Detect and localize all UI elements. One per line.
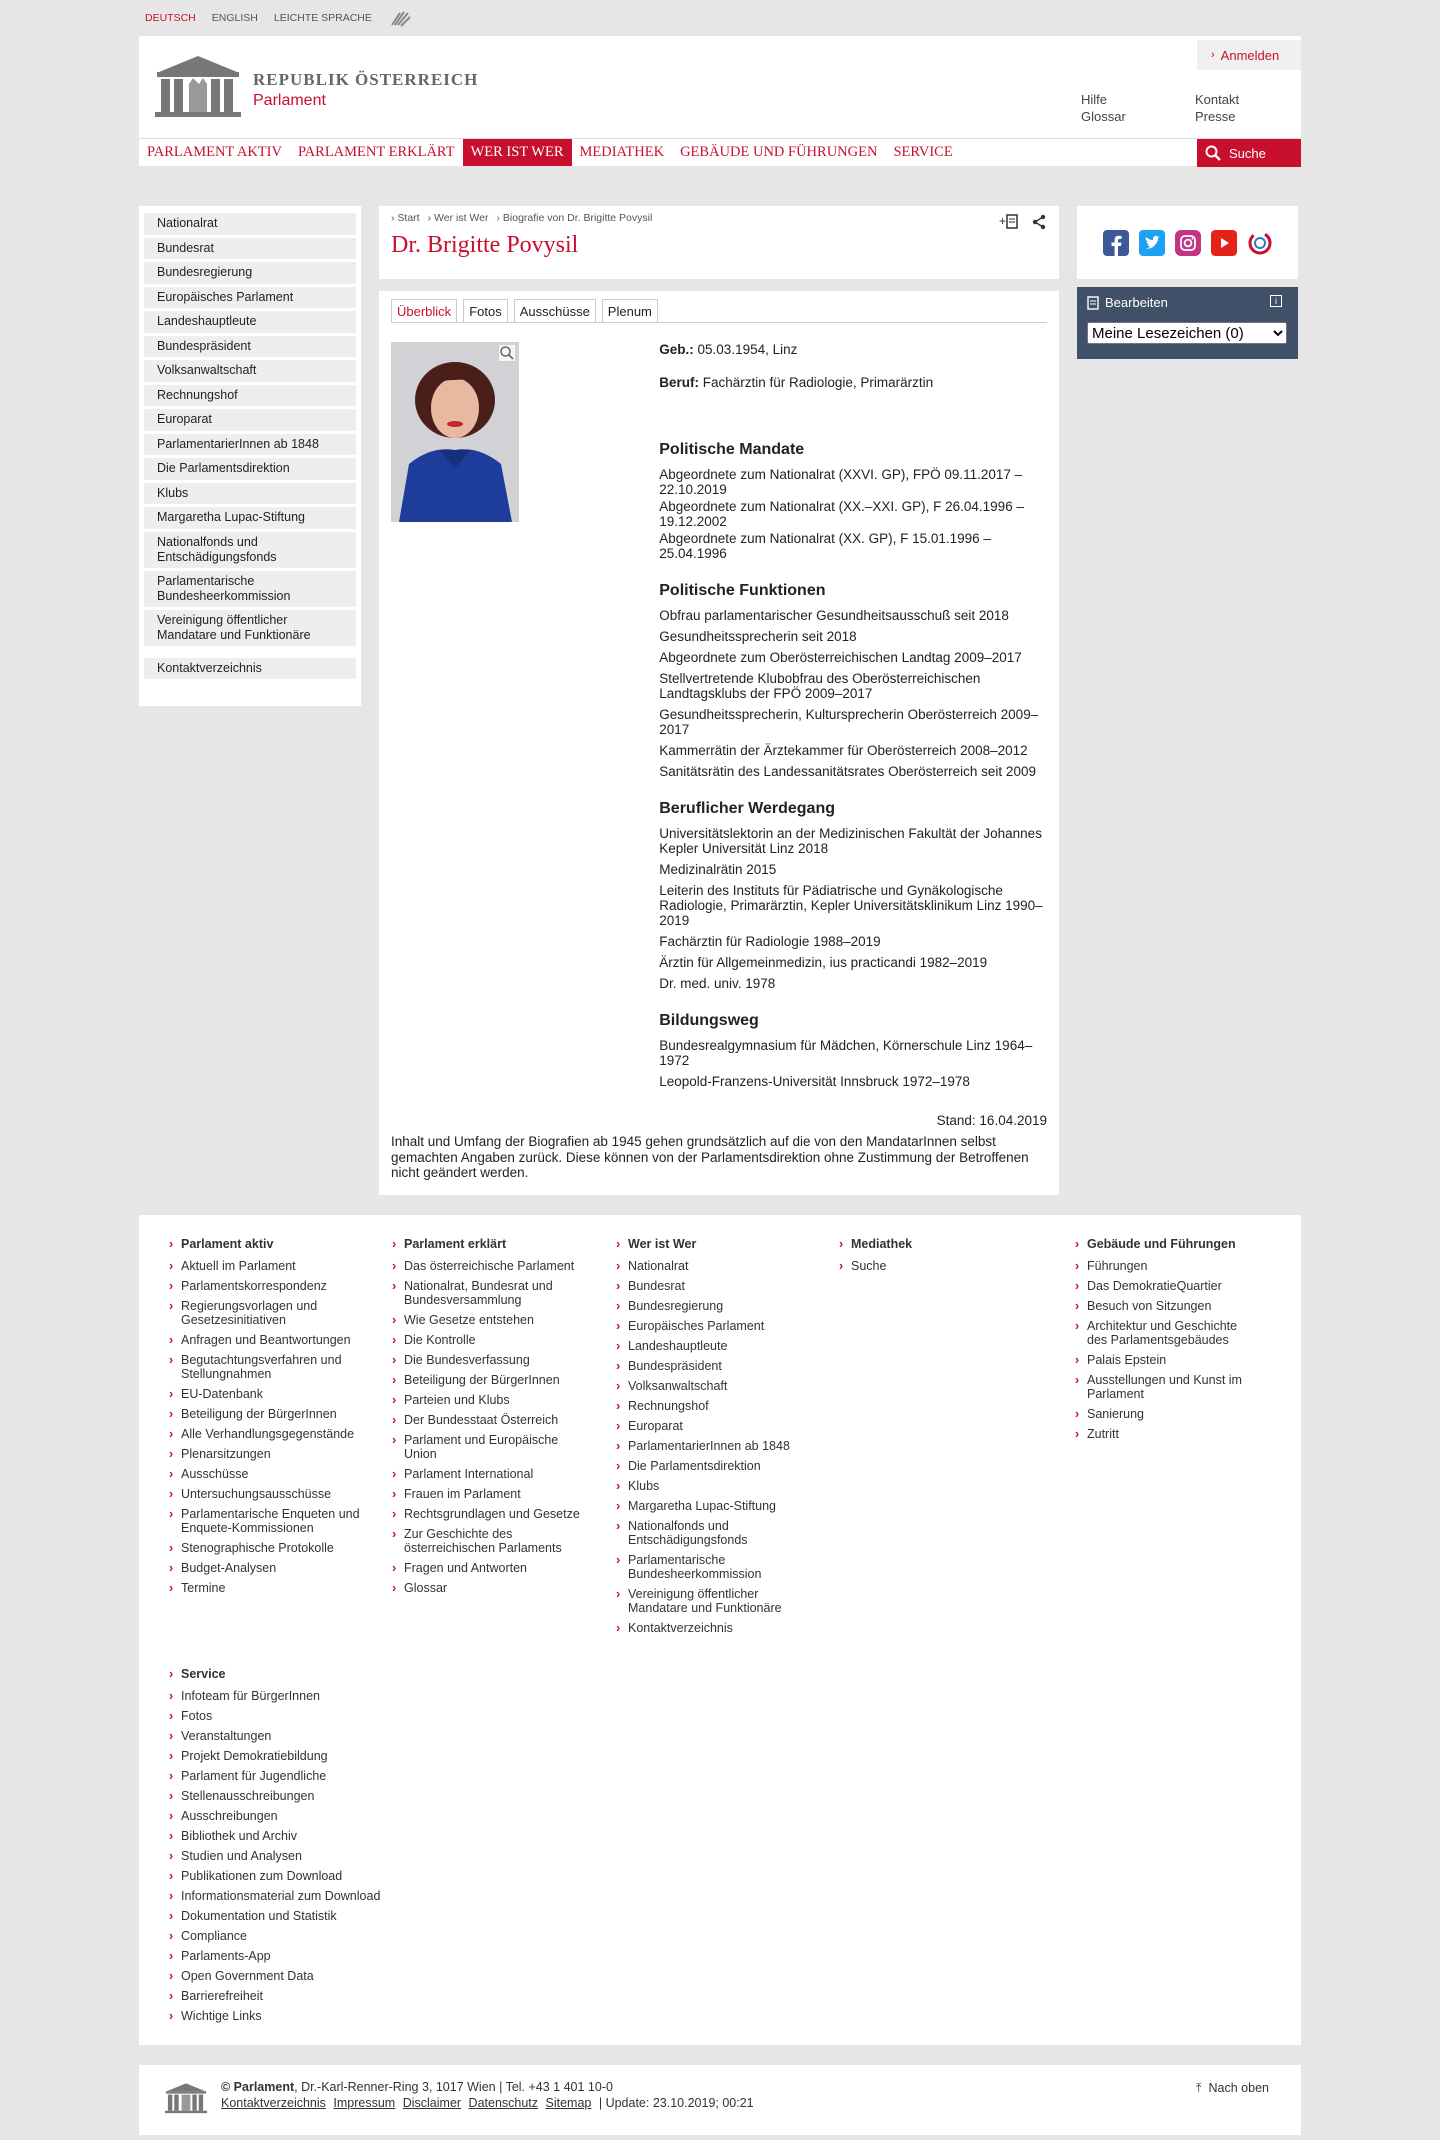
page-title: Dr. Brigitte Povysil [391,232,579,258]
function-entry: Obfrau parlamentarischer Gesundheitsausschuß seit 2018 [659,608,1009,623]
sidebar-item-landeshauptleute[interactable]: Landeshauptleute [144,311,356,333]
footer-link[interactable]: › Wichtige Links [181,2009,421,2023]
footer-link[interactable]: › Palais Epstein [1087,1353,1257,1367]
footer-link[interactable]: › Bibliothek und Archiv [181,1829,421,1843]
parliament-logo-icon [153,54,243,118]
footer-link[interactable]: › Parlaments-App [181,1949,421,1963]
footer-link[interactable]: › Fragen und Antworten [404,1561,584,1575]
footer-link[interactable]: › Führungen [1087,1259,1257,1273]
sidebar-item-klubs[interactable]: Klubs [144,483,356,505]
social-links [1077,206,1298,279]
bookmarks-title[interactable]: Bearbeiten [1105,295,1168,310]
arrow-up-icon: ⤒ [1196,2080,1202,2095]
footer-link[interactable]: › Infoteam für BürgerInnen [181,1689,421,1703]
footer-link[interactable]: › Stenographische Protokolle [181,1541,381,1555]
footer-link[interactable]: › Plenarsitzungen [181,1447,381,1461]
utility-links [1081,92,1275,124]
bookmark-icon [1087,296,1099,310]
sidebar-item-nationalrat[interactable]: Nationalrat [144,213,356,235]
sidebar-item-europarat[interactable]: Europarat [144,409,356,431]
footer-column-gebaeude [1087,1237,1257,1447]
portrait-photo[interactable] [391,342,519,522]
tab-plenum[interactable]: Plenum [602,299,658,322]
footer-address: , Dr.-Karl-Renner-Ring 3, 1017 Wien | Tel. +43 1 401 10-0 [294,2079,613,2094]
footer-link-kontakt[interactable]: Kontaktverzeichnis [221,2095,326,2110]
footer-link[interactable]: › Aktuell im Parlament [181,1259,381,1273]
chevron-right-icon: › [1211,49,1215,61]
sidebar-item-nationalfonds[interactable]: Nationalfonds und Entschädigungsfonds [144,532,356,568]
function-entry: Gesundheitssprecherin seit 2018 [659,629,857,644]
footer-heading-gebaeude[interactable]: › Gebäude und Führungen [1087,1237,1257,1251]
footer-link[interactable]: › Beteiligung der BürgerInnen [404,1373,584,1387]
footer-sitemap [139,1215,1301,2045]
career-entry: Leiterin des Instituts für Pädiatrische und Gynäkologische Radiologie, Primarärztin, Kepler Universitätsklinikum Linz 1990–2019 [659,883,1043,928]
sidebar-item-eu-parlament[interactable]: Europäisches Parlament [144,287,356,309]
footer-link[interactable]: › Parlamentarische Enqueten und Enquete-Kommissionen [181,1507,381,1535]
footer-column-parlament-aktiv [181,1237,381,1601]
search-icon [1205,145,1221,161]
footer-link[interactable]: › Parteien und Klubs [404,1393,584,1407]
footer-link[interactable]: › Kontaktverzeichnis [628,1621,798,1635]
sidebar-item-parlamentsdirektion[interactable]: Die Parlamentsdirektion [144,458,356,480]
sidebar-item-bundesheerkommission[interactable]: Parlamentarische Bundesheerkommission [144,571,356,607]
search-label: Suche [1229,145,1266,161]
career-entry: Fachärztin für Radiologie 1988–2019 [659,934,881,949]
function-entry: Stellvertretende Klubobfrau des Oberösterreichischen Landtagsklubs der FPÖ 2009–2017 [659,671,981,701]
logo-title: REPUBLIK ÖSTERREICH [253,70,479,89]
function-entry: Gesundheitssprecherin, Kultursprecherin Oberösterreich 2009–2017 [659,707,1039,737]
footer-link[interactable]: › Termine [181,1581,381,1595]
footer-link-disclaimer[interactable]: Disclaimer [402,2095,462,2110]
footer-link[interactable]: › Parlament und Europäische Union [404,1433,584,1461]
footer-link[interactable]: › EU-Datenbank [181,1387,381,1401]
twitter-icon[interactable] [1139,230,1165,256]
footer-heading-parlament-aktiv[interactable]: › Parlament aktiv [181,1237,381,1251]
footer-link[interactable]: › Regierungsvorlagen und Gesetzesinitiativen [181,1299,381,1327]
footer-link[interactable]: › Parlamentskorrespondenz [181,1279,381,1293]
footer-link[interactable]: › Suche [851,1259,1001,1273]
footer-link[interactable]: › Europäisches Parlament [628,1319,798,1333]
footer-link[interactable]: › Margaretha Lupac-Stiftung [628,1499,798,1513]
footer-link[interactable]: › Bundesregierung [628,1299,798,1313]
title-box [379,206,1059,279]
footer-link[interactable]: › Bundespräsident [628,1359,798,1373]
sidebar-item-volksanwaltschaft[interactable]: Volksanwaltschaft [144,360,356,382]
footer-link[interactable]: › Landeshauptleute [628,1339,798,1353]
footer-link[interactable]: › Architektur und Geschichte des Parlamentsgebäudes [1087,1319,1257,1347]
career-entry: Universitätslektorin an der Medizinischen Fakultät der Johannes Kepler Universität Linz 2018 [659,826,1042,856]
footer-link[interactable]: › Bundesrat [628,1279,798,1293]
left-sidebar [139,206,361,706]
biography-disclaimer: Inhalt und Umfang der Biografien ab 1945 gehen grundsätzlich auf die von den MandatarInnen selbst gemachten Angaben zurück. Diese können von der Parlamentsdirektion ohne Zustimmung der Betroffenen nicht geändert werden. [391,1134,1029,1180]
footer-link[interactable]: › Das DemokratieQuartier [1087,1279,1257,1293]
share-icon[interactable] [1031,214,1047,230]
footer-link[interactable]: › Dokumentation und Statistik [181,1909,421,1923]
youtube-icon[interactable] [1211,230,1237,256]
footer-heading-service[interactable]: › Service [181,1667,421,1681]
footer-link[interactable]: › Frauen im Parlament [404,1487,584,1501]
sidebar-item-lupac-stiftung[interactable]: Margaretha Lupac-Stiftung [144,507,356,529]
glossary-link[interactable]: Glossar [1081,109,1126,124]
help-link[interactable]: Hilfe [1081,92,1108,107]
biography-box [379,291,1059,1195]
nav-service[interactable]: SERVICE [893,144,953,160]
footer-link-datenschutz[interactable]: Datenschutz [468,2095,539,2110]
footer-link[interactable]: › Nationalrat, Bundesrat und Bundesversammlung [404,1279,584,1307]
mandate-entry: Abgeordnete zum Nationalrat (XXVI. GP), FPÖ 09.11.2017 – 22.10.2019 [659,467,1023,497]
footer-link[interactable]: › Begutachtungsverfahren und Stellungnahmen [181,1353,381,1381]
footer-link[interactable]: › Parlament International [404,1467,584,1481]
breadcrumb-current: › Biografie von Dr. Brigitte Povysil [496,212,652,224]
footer-column-service [181,1667,421,2029]
footer-heading-parlament-erklaert[interactable]: › Parlament erklärt [404,1237,584,1251]
footer-update: | Update: 23.10.2019; 00:21 [598,2095,754,2110]
sidebar-item-parlamentarier-ab-1848[interactable]: ParlamentarierInnen ab 1848 [144,434,356,456]
last-updated: Stand: 16.04.2019 [936,1113,1047,1128]
function-entry: Abgeordnete zum Oberösterreichischen Landtag 2009–2017 [659,650,1022,665]
bookmarks-select[interactable] [1087,322,1287,344]
footer-link[interactable]: › Glossar [404,1581,584,1595]
footer-column-mediathek [851,1237,1001,1279]
footer-link[interactable]: › Zutritt [1087,1427,1257,1441]
sidebar-item-kontaktverzeichnis[interactable]: Kontaktverzeichnis [144,658,356,680]
sidebar-item-vereinigung-mandatare[interactable]: Vereinigung öffentlicher Mandatare und Funktionäre [144,610,356,646]
breadcrumb-start[interactable]: › Start [391,212,420,224]
mandate-entry: Abgeordnete zum Nationalrat (XX.–XXI. GP), F 26.04.1996 – 19.12.2002 [659,499,1024,529]
site-logo[interactable] [153,54,478,118]
footer-link[interactable]: › Europarat [628,1419,798,1433]
footer-link[interactable]: › Compliance [181,1929,421,1943]
footer-link[interactable]: › Open Government Data [181,1969,421,1983]
nav-wer-ist-wer[interactable]: WER IST WER [463,139,572,166]
profession-info: Beruf: Fachärztin für Radiologie, Primarärztin [659,375,934,390]
svg-text:+: + [999,214,1007,228]
tab-bar [391,299,1047,322]
tab-ausschuesse[interactable]: Ausschüsse [514,299,596,322]
functions-heading: Politische Funktionen [659,582,826,599]
footer-column-wer-ist-wer [628,1237,798,1641]
footer-link[interactable]: › Zur Geschichte des österreichischen Parlaments [404,1527,584,1555]
footer-link[interactable]: › Informationsmaterial zum Download [181,1889,421,1903]
tab-fotos[interactable]: Fotos [463,299,508,322]
nav-parlament-erklaert[interactable]: PARLAMENT ERKLÄRT [297,144,455,160]
education-entry: Bundesrealgymnasium für Mädchen, Körnerschule Linz 1964–1972 [659,1038,1033,1068]
career-entry: Medizinalrätin 2015 [659,862,777,877]
footer-link[interactable]: › Projekt Demokratiebildung [181,1749,421,1763]
education-entry: Leopold-Franzens-Universität Innsbruck 1972–1978 [659,1074,970,1089]
birth-info: Geb.: 05.03.1954, Linz [659,342,798,357]
function-entry: Kammerrätin der Ärztekammer für Oberösterreich 2008–2012 [659,743,1028,758]
footer-link[interactable]: › Der Bundesstaat Österreich [404,1413,584,1427]
footer-link[interactable]: › Barrierefreiheit [181,1989,421,2003]
footer-link[interactable]: › Parlamentarische Bundesheerkommission [628,1553,798,1581]
footer-link[interactable]: › Beteiligung der BürgerInnen [181,1407,381,1421]
footer-link[interactable]: › Nationalfonds und Entschädigungsfonds [628,1519,798,1547]
parliament-logo-icon[interactable] [164,2082,208,2114]
main-navigation [139,138,1301,166]
tab-ueberblick[interactable]: Überblick [391,299,457,322]
footer-link[interactable]: › Budget-Analysen [181,1561,381,1575]
footer-link[interactable]: › Parlament für Jugendliche [181,1769,421,1783]
footer-link[interactable]: › Das österreichische Parlament [404,1259,584,1273]
footer-link[interactable]: › Ausschreibungen [181,1809,421,1823]
footer-link[interactable]: › Publikationen zum Download [181,1869,421,1883]
footer-link[interactable]: › Ausstellungen und Kunst im Parlament [1087,1373,1257,1401]
back-to-top-label: Nach oben [1208,2080,1269,2095]
breadcrumb-wer-ist-wer[interactable]: › Wer ist Wer [428,212,489,224]
lang-english-link[interactable]: ENGLISH [211,12,258,24]
sidebar-item-bundesregierung[interactable]: Bundesregierung [144,262,356,284]
nav-mediathek[interactable]: MEDIATHEK [579,144,665,160]
footer-link[interactable]: › Studien und Analysen [181,1849,421,1863]
footer-link[interactable]: › Veranstaltungen [181,1729,421,1743]
site-header [139,36,1301,166]
footer-link[interactable]: › Sanierung [1087,1407,1257,1421]
bookmarks-panel [1077,287,1298,359]
footer-link[interactable]: › Die Parlamentsdirektion [628,1459,798,1473]
career-heading: Beruflicher Werdegang [659,800,835,817]
footer-link[interactable]: › Untersuchungsausschüsse [181,1487,381,1501]
sidebar-item-bundespraesident[interactable]: Bundespräsident [144,336,356,358]
career-entry: Dr. med. univ. 1978 [659,976,776,991]
info-icon[interactable]: i [1270,295,1282,307]
footer-link[interactable]: › Die Kontrolle [404,1333,584,1347]
footer-org: © Parlament [221,2079,295,2094]
sign-language-icon[interactable] [388,7,414,29]
footer-link[interactable]: › Klubs [628,1479,798,1493]
career-entry: Ärztin für Allgemeinmedizin, ius practicandi 1982–2019 [659,955,988,970]
footer-link[interactable]: › Anfragen und Beantwortungen [181,1333,381,1347]
footer-link[interactable]: › Ausschüsse [181,1467,381,1481]
language-bar [139,0,1301,36]
mandate-heading: Politische Mandate [659,441,805,458]
footer-link[interactable]: › Rechnungshof [628,1399,798,1413]
footer-heading-wer-ist-wer[interactable]: › Wer ist Wer [628,1237,798,1251]
logo-subtitle: Parlament [253,92,326,109]
nav-gebaeude[interactable]: GEBÄUDE UND FÜHRUNGEN [680,144,878,160]
footer-heading-mediathek[interactable]: › Mediathek [851,1237,1001,1251]
login-button[interactable] [1197,40,1301,70]
footer-link[interactable]: › Vereinigung öffentlicher Mandatare und Funktionäre [628,1587,798,1615]
instagram-icon[interactable] [1175,230,1201,256]
democracy-webstatt-icon[interactable] [1247,230,1273,256]
sidebar-item-rechnungshof[interactable]: Rechnungshof [144,385,356,407]
search-button[interactable] [1197,139,1301,167]
footer-link[interactable]: › Alle Verhandlungsgegenstände [181,1427,381,1441]
function-entry: Sanitätsrätin des Landessanitätsrates Oberösterreich seit 2009 [659,764,1036,779]
contact-link[interactable]: Kontakt [1195,92,1240,107]
footer-link-impressum[interactable]: Impressum [333,2095,396,2110]
breadcrumb [391,212,1047,224]
bottom-bar [139,2065,1301,2135]
lang-german-link[interactable]: DEUTSCH [145,12,196,24]
footer-link[interactable]: › ParlamentarierInnen ab 1848 [628,1439,798,1453]
footer-link[interactable]: › Fotos [181,1709,421,1723]
footer-link[interactable]: › Rechtsgrundlagen und Gesetze [404,1507,584,1521]
back-to-top-link[interactable] [1196,2081,1269,2096]
portrait-image [391,342,519,522]
footer-column-parlament-erklaert [404,1237,584,1601]
mandate-entry: Abgeordnete zum Nationalrat (XX. GP), F 15.01.1996 – 25.04.1996 [659,531,991,561]
lang-easy-link[interactable]: LEICHTE SPRACHE [273,12,372,24]
facebook-icon[interactable] [1103,230,1129,256]
right-sidebar [1077,206,1298,1195]
login-label: Anmelden [1220,47,1280,63]
zoom-icon[interactable] [499,345,515,361]
main-content [379,206,1059,1195]
footer-link[interactable]: › Stellenausschreibungen [181,1789,421,1803]
biography-text [659,342,1047,1095]
nav-parlament-aktiv[interactable]: PARLAMENT AKTIV [147,144,282,160]
footer-link[interactable]: › Die Bundesverfassung [404,1353,584,1367]
footer-link[interactable]: › Nationalrat [628,1259,798,1273]
sidebar-item-bundesrat[interactable]: Bundesrat [144,238,356,260]
press-link[interactable]: Presse [1195,109,1236,124]
footer-link-sitemap[interactable]: Sitemap [545,2095,592,2110]
footer-link[interactable]: › Wie Gesetze entstehen [404,1313,584,1327]
add-bookmark-icon[interactable] [999,214,1019,230]
education-heading: Bildungsweg [659,1012,759,1029]
footer-link[interactable]: › Besuch von Sitzungen [1087,1299,1257,1313]
footer-link[interactable]: › Volksanwaltschaft [628,1379,798,1393]
